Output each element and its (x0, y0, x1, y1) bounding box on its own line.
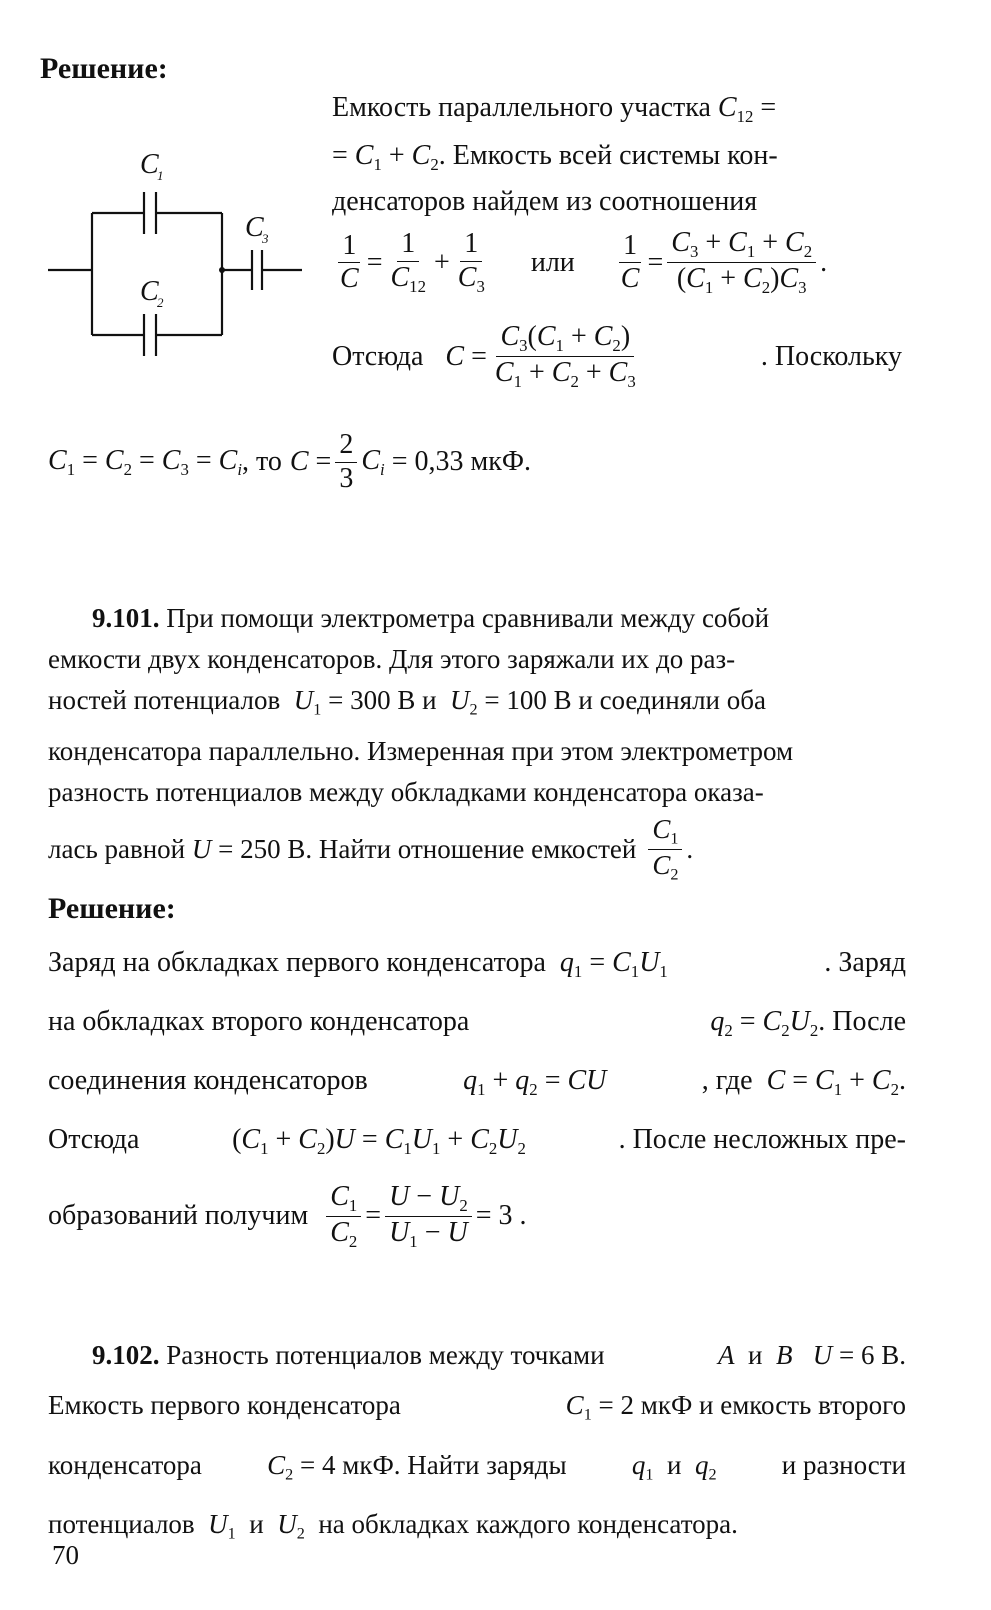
sol1-line3: денсаторов найдем из соотношения (332, 186, 758, 217)
problem-102: 9.102. Разность потенциалов между точками A и B U = 6 В. Емкость первого конденсатора $C_1 = 2$ мкФ и емкость второго конденсатора $C_2 = 4$ мкФ. Найти заряды $q_1$ и $q_2$ и разности потенциалов $U_1$ и $U_2$ на обкладках каждого конденсатора. (48, 1340, 906, 1543)
svg-text:3: 3 (262, 231, 269, 246)
circuit-labels (140, 149, 269, 310)
circuit-label-c3: C (245, 212, 264, 243)
sol1-formula-relation: $\frac{1}{C}$ = $\frac{1}{C_{12}}$ + $\frac{1}{C_3}$ или $\frac{1}{C}$ = $\frac{C_3 + C_1 + C_2}{(C_1 + C_2)C_3}$ . (340, 227, 828, 298)
svg-text:1: 1 (157, 168, 164, 183)
sol1-final: $C_1 = C_2 = C_3 = C_i$ , то C = $\frac{2}{3}$ $C_i$ = 0,33 мкФ. (48, 429, 531, 494)
page-number: 70 (52, 1540, 79, 1570)
circuit-label-c1: C (140, 149, 159, 180)
sol1-formula-result: Отсюда C = $\frac{C_3(C_1 + C_2)}{C_1 + C_2 + C_3}$ . Поскольку (332, 321, 902, 392)
problem-101: 9.101. При помощи электрометра сравнивали между собой емкости двух конденсаторов. Для этого заряжали их до раз- ностей потенциалов $U_1 = 300$ В и $U_2 = 100$ В и соединяли оба конденсатора параллельно. Измеренная при этом электрометром разность потенциалов между обкладками конденсатора оказа- лась равной U = 250 В. Найти отношение емкостей $\frac{C_1}{C_2}$ . (48, 603, 794, 884)
capacitor-circuit-diagram (40, 140, 310, 365)
svg-text:2: 2 (157, 295, 164, 310)
sol1-line2: = $C_1 + C_2$. Емкость всей системы кон- (332, 140, 778, 174)
circuit-label-c2: C (140, 276, 159, 307)
sol1-line1: Емкость параллельного участка $C_{12}$ = (332, 92, 777, 126)
solution-2-body: Заряд на обкладках первого конденсатора $q_1 = C_1U_1$ . Заряд на обкладках второго конденсатора $q_2 = C_2U_2$. После соединения конденсаторов $q_1 + q_2$ = CU , где $C = C_1 + C_2$. Отсюда $(C_1 + C_2)U = C_1U_1 + C_2U_2$ . После несложных пре- образований получим $\frac{C_1}{C_2}$ = $\frac{U - U_2}{U_1 - U}$ = 3 . (48, 947, 906, 1251)
solution-heading-1: Решение: (40, 52, 168, 85)
solution-heading-2: Решение: (48, 892, 176, 925)
